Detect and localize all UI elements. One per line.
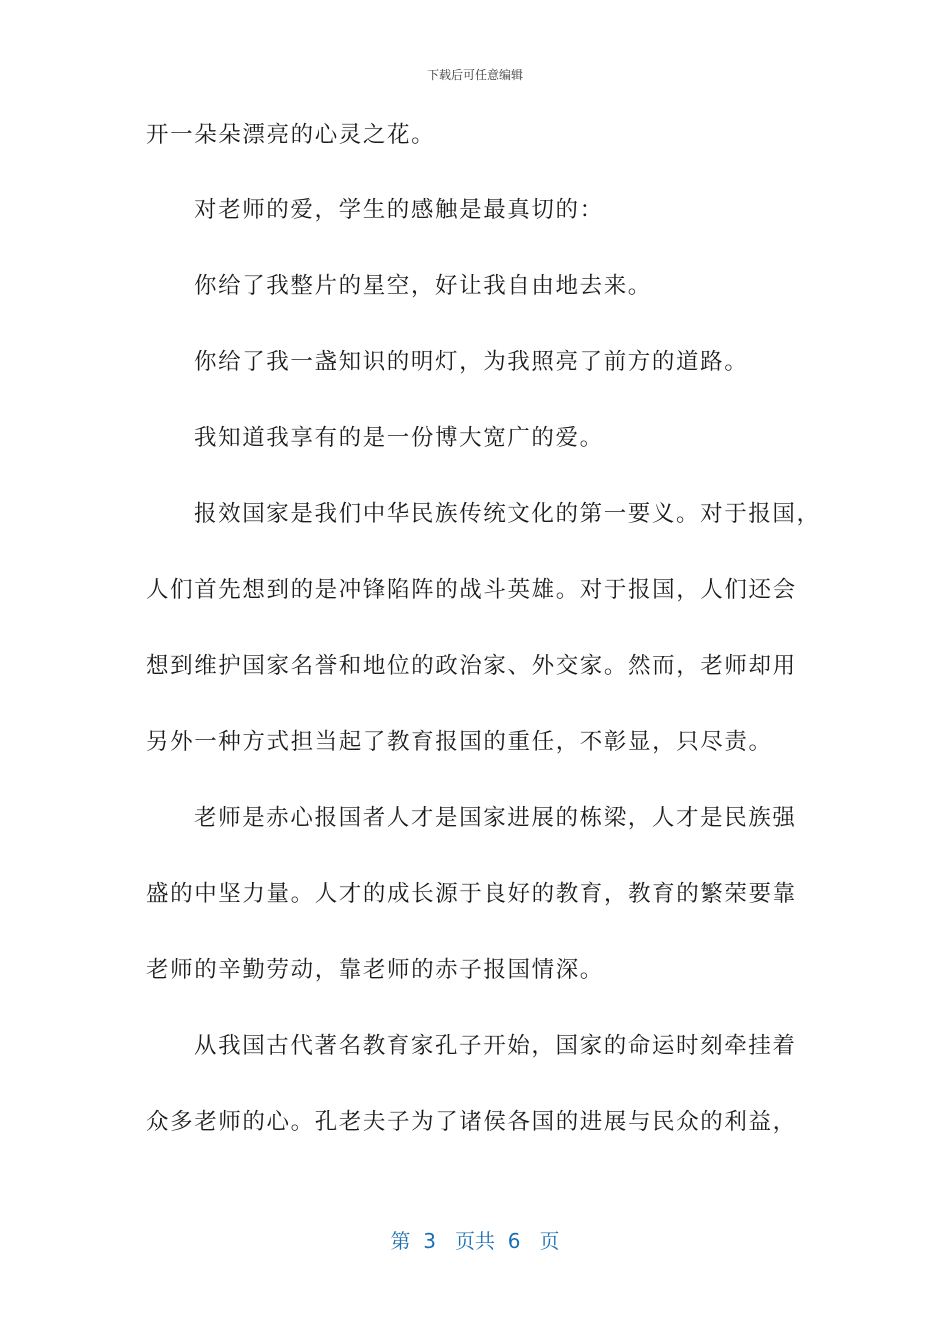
text-line: 你给了我一盏知识的明灯，为我照亮了前方的道路。 bbox=[194, 349, 749, 375]
footer-middle: 页共 bbox=[455, 1229, 495, 1253]
text-line: 老师是赤心报国者人才是国家进展的栋梁，人才是民族强 bbox=[194, 805, 797, 831]
footer-prefix: 第 bbox=[390, 1229, 411, 1253]
text-line: 对老师的爱，学生的感触是最真切的： bbox=[194, 197, 604, 223]
text-line: 人们首先想到的是冲锋陷阵的战斗英雄。对于报国，人们还会 bbox=[146, 577, 797, 603]
text-line: 从我国古代著名教育家孔子开始，国家的命运时刻牵挂着 bbox=[194, 1033, 797, 1059]
page-footer bbox=[0, 1225, 950, 1254]
footer-current-page: 3 bbox=[423, 1229, 436, 1253]
text-line: 我知道我享有的是一份博大宽广的爱。 bbox=[194, 425, 604, 451]
text-line: 想到维护国家名誉和地位的政治家、外交家。然而，老师却用 bbox=[146, 653, 797, 679]
text-line: 报效国家是我们中华民族传统文化的第一要义。对于报国， bbox=[194, 501, 821, 527]
text-line: 众多老师的心。孔老夫子为了诸侯各国的进展与民众的利益， bbox=[146, 1109, 797, 1135]
text-line: 你给了我整片的星空，好让我自由地去来。 bbox=[194, 273, 652, 299]
text-line: 另外一种方式担当起了教育报国的重任，不彰显，只尽责。 bbox=[146, 729, 773, 755]
footer-total-pages: 6 bbox=[507, 1229, 521, 1253]
text-line: 盛的中坚力量。人才的成长源于良好的教育，教育的繁荣要靠 bbox=[146, 881, 797, 907]
text-line: 老师的辛勤劳动，靠老师的赤子报国情深。 bbox=[146, 957, 604, 983]
text-line: 开一朵朵漂亮的心灵之花。 bbox=[146, 122, 436, 148]
page-header: 下载后可任意编辑 bbox=[426, 68, 523, 82]
footer-suffix: 页 bbox=[539, 1229, 560, 1253]
